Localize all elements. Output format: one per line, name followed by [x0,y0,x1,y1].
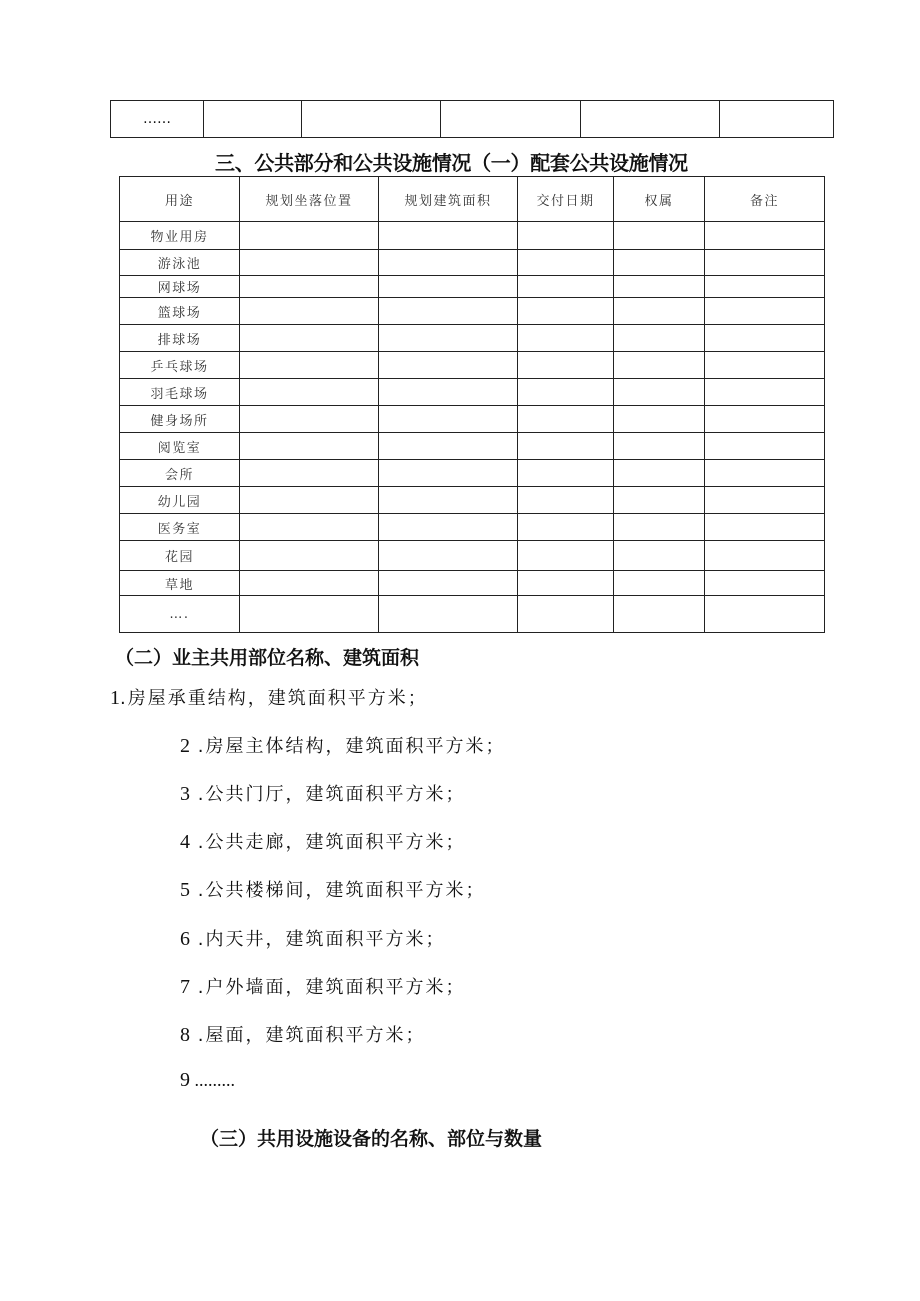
table-cell [302,101,441,138]
row-label: 幼儿园 [120,487,240,514]
row-label: 草地 [120,571,240,596]
table-row [120,596,825,633]
table-cell [204,101,302,138]
row-label: 排球场 [120,325,240,352]
table-header-row [120,177,825,222]
table-row [120,250,825,276]
table-row [120,276,825,298]
subsection-title: （三）共用设施设备的名称、部位与数量 [200,1128,543,1150]
list-item: 9 ......... [180,1069,235,1091]
table-row [120,379,825,406]
table-row [120,433,825,460]
facilities-table [119,176,825,633]
table-cell [720,101,834,138]
subsection-title: （二）业主共用部位名称、建筑面积 [115,647,420,669]
table-row [120,514,825,541]
column-header: 用途 [120,177,240,222]
table-row [120,298,825,325]
row-label: 乒乓球场 [120,352,240,379]
column-header: 规划建筑面积 [379,177,518,222]
list-item: 1.房屋承重结构，建筑面积平方米； [110,687,428,709]
list-item: 5 .公共楼梯间，建筑面积平方米； [180,879,486,901]
table-cell [581,101,720,138]
table-row [120,541,825,571]
row-label: 花园 [120,541,240,571]
list-item: 4 .公共走廊，建筑面积平方米； [180,831,466,853]
row-label: 健身场所 [120,406,240,433]
list-item: 2 .房屋主体结构，建筑面积平方米； [180,735,506,757]
column-header: 规划坐落位置 [240,177,379,222]
row-label: 游泳池 [120,250,240,276]
table-row [120,406,825,433]
list-item: 3 .公共门厅，建筑面积平方米； [180,783,466,805]
column-header: 交付日期 [518,177,614,222]
row-label: 网球场 [120,276,240,298]
list-item: 7 .户外墙面，建筑面积平方米； [180,976,466,998]
row-label: 医务室 [120,514,240,541]
top-continuation-table [110,100,834,138]
table-cell [441,101,581,138]
table-row [120,571,825,596]
table-cell: …… [111,101,204,138]
row-label: 阅览室 [120,433,240,460]
row-label: 羽毛球场 [120,379,240,406]
list-item: 6 .内天井，建筑面积平方米； [180,928,446,950]
row-label: …. [120,596,240,633]
table-row [120,487,825,514]
section-title: 三、公共部分和公共设施情况（一）配套公共设施情况 [215,151,688,175]
column-header: 权属 [614,177,705,222]
row-label: 篮球场 [120,298,240,325]
table-row [120,325,825,352]
table-row [120,352,825,379]
table-row [120,222,825,250]
list-item: 8 .屋面，建筑面积平方米； [180,1024,426,1046]
column-header: 备注 [705,177,825,222]
table-row [111,101,834,138]
row-label: 会所 [120,460,240,487]
row-label: 物业用房 [120,222,240,250]
table-row [120,460,825,487]
